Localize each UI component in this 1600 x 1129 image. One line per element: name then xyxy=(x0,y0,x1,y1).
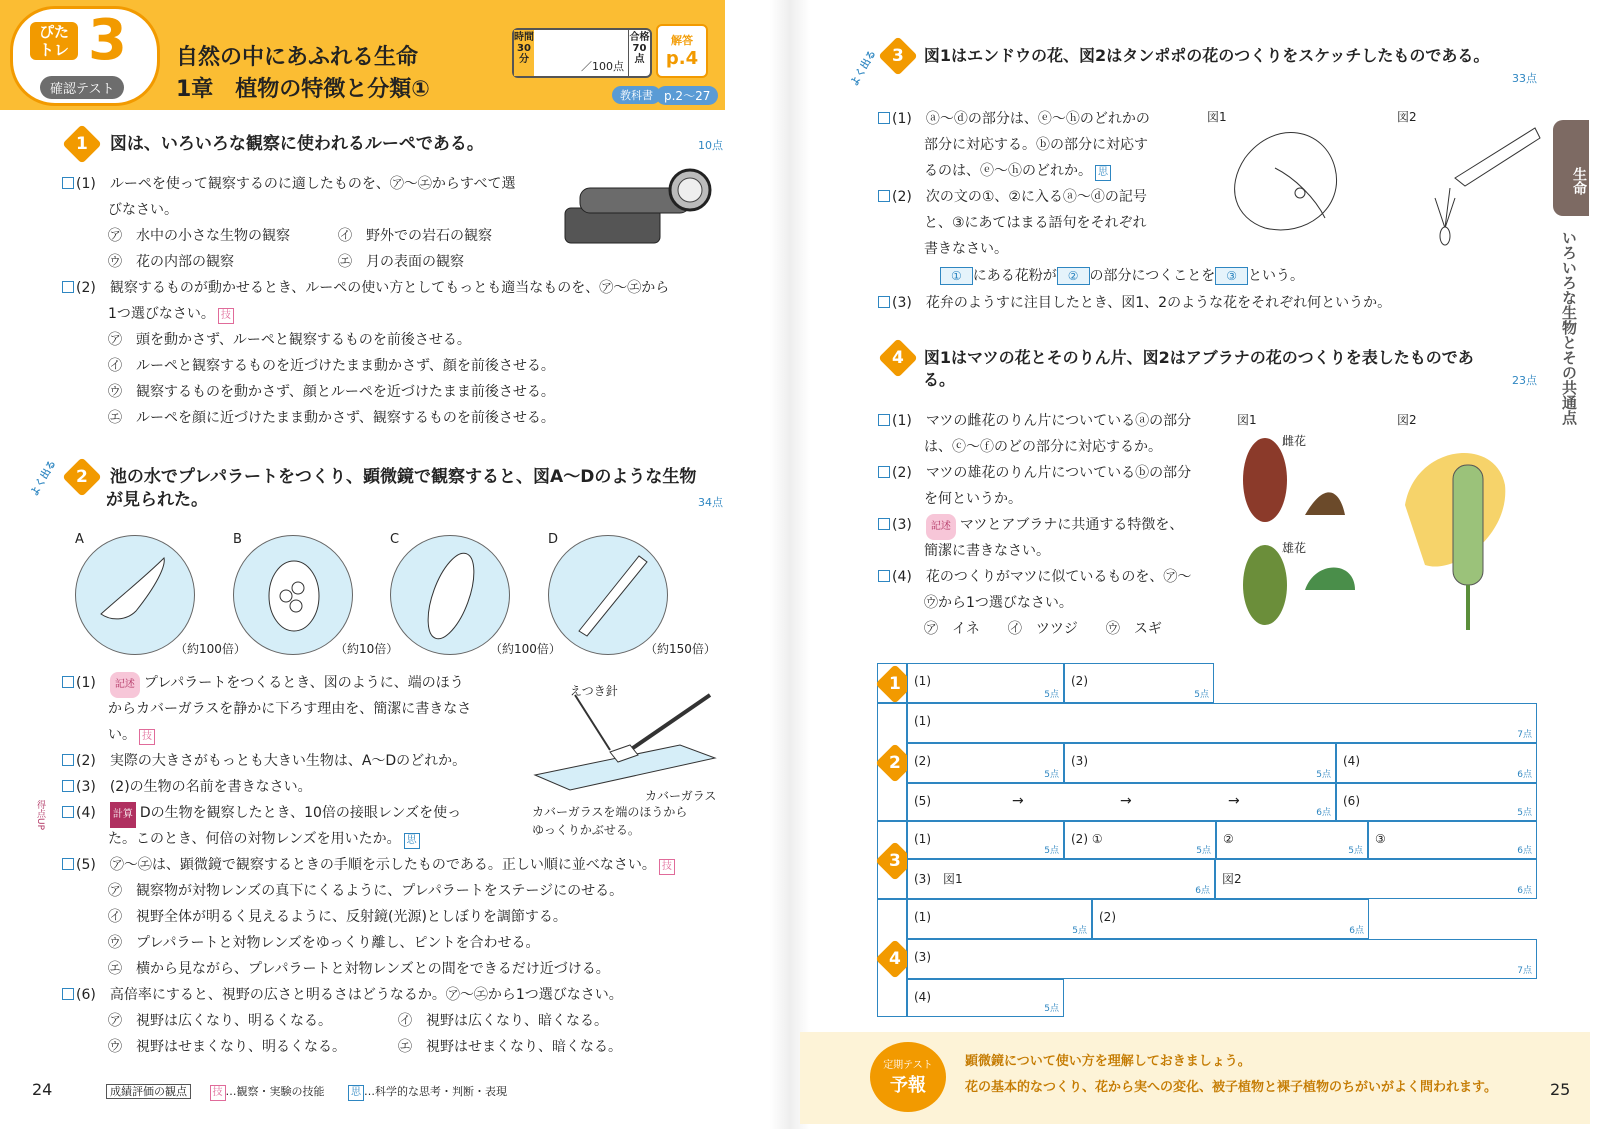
q4-title2: る。 xyxy=(923,370,956,389)
answer-points: 5点 xyxy=(1316,770,1331,780)
q3-fill-sentence: ① にある花粉が ② の部分につくことを ③ という。 xyxy=(940,263,1304,289)
evaluation-legend xyxy=(106,1083,507,1101)
forecast-badge-main: 予報 xyxy=(890,1075,926,1096)
q1-points: 10点 xyxy=(698,139,723,152)
q1-s2-i: ㋑ ルーペと観察するものを近づけたまま動かさず、顔を前後させる。 xyxy=(108,358,555,374)
answer-cell[interactable] xyxy=(907,859,1215,899)
checkbox[interactable] xyxy=(62,780,74,792)
q2-s1-line3: い。 技 xyxy=(108,722,155,748)
q1-s1-line1: (1) ルーペを使って観察するのに適したものを、㋐〜㋓からすべて選 xyxy=(62,171,516,197)
checkbox[interactable] xyxy=(62,988,74,1000)
kijutsu-tag: 記述 xyxy=(110,672,140,698)
answer-label: (3) 図1 xyxy=(914,872,963,886)
q2-s5: (5) ㋐〜㋓は、顕微鏡で観察するときの手順を示したものである。正しい順に並べなさい。 技 xyxy=(62,852,675,878)
fig-d-circle xyxy=(548,535,668,655)
q2-s5-a: ㋐ 観察物が対物レンズの真下にくるように、プレパラートをステージにのせる。 xyxy=(108,883,624,899)
answer-points: 5点 xyxy=(1044,1004,1059,1014)
answer-label: (2) xyxy=(914,754,931,768)
q3-s1-line2: 部分に対応する。ⓑの部分に対応す xyxy=(924,137,1148,153)
q1-s2-line2: 1つ選びなさい。 技 xyxy=(108,301,234,327)
q3-s1-line1: (1) ⓐ〜ⓓの部分は、ⓔ〜ⓗのどれかの xyxy=(878,106,1150,132)
male-flower-label: 雄花 xyxy=(1282,541,1307,555)
q1-s2-e: ㋓ ルーペを顔に近づけたまま動かさず、観察するものを前後させる。 xyxy=(108,410,555,426)
loupe-illustration xyxy=(560,168,720,258)
q1-title: 図は、いろいろな観察に使われるルーペである。 xyxy=(109,134,484,154)
gi-tag: 技 xyxy=(139,729,155,745)
q4-s4-line2: ㋒から1つ選びなさい。 xyxy=(924,595,1073,611)
checkbox[interactable] xyxy=(878,296,890,308)
q1-s1-opt-e: ㋓ 月の表面の観察 xyxy=(338,254,464,270)
answer-cell[interactable] xyxy=(907,939,1537,979)
answer-label: (1) xyxy=(914,674,931,688)
cover-note1: カバーガラスを端のほうから xyxy=(532,805,688,819)
answer-label: (2) ① xyxy=(1071,832,1103,846)
shi-text: …科学的な思考・判断・表現 xyxy=(364,1085,507,1098)
answer-cell[interactable] xyxy=(907,899,1092,939)
answer-cell[interactable] xyxy=(907,743,1064,783)
answer-cell[interactable] xyxy=(1336,743,1537,783)
score-box xyxy=(512,28,652,78)
answer-points: 5点 xyxy=(1044,690,1059,700)
answer-label: (5) xyxy=(914,794,931,808)
time-label: 時間30分 xyxy=(514,30,534,76)
q2-s4-line1: (4) 計算 Dの生物を観察したとき、10倍の接眼レンズを使っ xyxy=(62,800,461,828)
keisan-tag: 計算 xyxy=(110,802,136,828)
q2-points: 34点 xyxy=(698,496,723,509)
q4-s2-line1: (2) マツの雄花のりん片についているⓑの部分 xyxy=(878,460,1191,486)
subject-tab: 生命 xyxy=(1553,120,1589,216)
answer-q2-head xyxy=(877,703,907,821)
q3-s1-line3: るのは、ⓔ〜ⓗのどれか。 思 xyxy=(924,158,1111,184)
q2-title1: 池の水でプレパラートをつくり、顕微鏡で観察すると、図A〜Dのような生物 xyxy=(109,467,697,487)
q4-fig2-label: 図2 xyxy=(1397,413,1417,427)
textbook-label: 教科書 xyxy=(612,86,661,104)
forecast-line1: 顕微鏡について使い方を理解しておきましょう。 xyxy=(965,1054,1251,1069)
checkbox[interactable] xyxy=(878,414,890,426)
checkbox[interactable] xyxy=(878,466,890,478)
answer-label: 解答 xyxy=(671,34,693,47)
answer-q-number: 2 xyxy=(875,743,915,783)
checkbox[interactable] xyxy=(878,112,890,124)
answer-label: (2) xyxy=(1071,674,1088,688)
kijutsu-tag: 記述 xyxy=(926,514,956,540)
fig-a-label: A xyxy=(75,532,84,547)
pita-label: ぴたトレ xyxy=(30,22,78,60)
q2-s6-u: ㋒ 視野はせまくなり、明るくなる。 xyxy=(108,1039,346,1055)
pine-flower-illustration xyxy=(1235,430,1385,630)
fig-b-label: B xyxy=(233,532,242,547)
q4-s4-opts: ㋐ イネ ㋑ ツツジ ㋒ スギ xyxy=(924,621,1162,637)
answer-label: 図2 xyxy=(1222,872,1242,886)
q2-s6-e: ㋓ 視野はせまくなり、暗くなる。 xyxy=(398,1039,622,1055)
q2-s5-e: ㋓ 横から見ながら、プレパラートと対物レンズとの間をできるだけ近づける。 xyxy=(108,961,610,977)
q2-s5-u: ㋒ プレパラートと対物レンズをゆっくり離し、ピントを合わせる。 xyxy=(108,935,540,951)
q2-s1-line1: (1) 記述 プレパラートをつくるとき、図のように、端のほう xyxy=(62,670,464,698)
q2-title2: が見られた。 xyxy=(106,490,208,510)
q3-s2-line3: 書きなさい。 xyxy=(924,241,1008,257)
q2-s6: (6) 高倍率にすると、視野の広さと明るさはどうなるか。㋐〜㋓から1つ選びなさい。 xyxy=(62,982,623,1008)
answer-points: 5点 xyxy=(1194,690,1209,700)
test-header xyxy=(0,0,725,110)
answer-points: 5点 xyxy=(1196,846,1211,856)
checkbox[interactable] xyxy=(62,177,74,189)
q1-number: 1 xyxy=(62,124,102,164)
answer-q-number: 3 xyxy=(875,841,915,881)
answer-cell[interactable] xyxy=(1368,821,1537,859)
order-arrow-icon: → xyxy=(1012,793,1024,809)
q3-fig1-label: 図1 xyxy=(1207,110,1227,124)
forecast-line2: 花の基本的なつくり、花から実への変化、被子植物と裸子植物のちがいがよく問われます。 xyxy=(965,1080,1497,1095)
score-label: ／100点 xyxy=(581,60,624,73)
order-arrow-icon: → xyxy=(1120,793,1132,809)
q1-heading xyxy=(68,130,484,158)
etsuki-label: えつき針 xyxy=(570,684,618,698)
book-gutter xyxy=(770,0,810,1129)
paramecium-icon xyxy=(391,536,511,656)
answer-points: 5点 xyxy=(1044,846,1059,856)
gi-tag: 技 xyxy=(659,859,675,875)
answer-cell[interactable] xyxy=(1092,899,1369,939)
order-arrow-icon: → xyxy=(1228,793,1240,809)
fig-a-circle xyxy=(75,535,195,655)
answer-label: ② xyxy=(1223,832,1234,846)
q1-s1-opt-u: ㋒ 花の内部の観察 xyxy=(108,254,234,270)
answer-cell[interactable] xyxy=(907,663,1064,703)
page-number-left: 24 xyxy=(32,1080,53,1099)
answer-cell[interactable] xyxy=(1216,821,1368,859)
unit-title: 自然の中にあふれる生命 xyxy=(176,45,419,70)
answer-points: 5点 xyxy=(1348,846,1363,856)
q3-title: 図1はエンドウの花、図2はタンポポの花のつくりをスケッチしたものである。 xyxy=(923,46,1490,65)
checkbox[interactable] xyxy=(62,281,74,293)
euglena-icon xyxy=(76,536,196,656)
checkbox[interactable] xyxy=(62,858,74,870)
q2-heading xyxy=(68,463,696,491)
q3-heading xyxy=(884,42,1489,70)
q4-s3-line1: (3) 記述 マツとアブラナに共通する特徴を、 xyxy=(878,512,1183,540)
fig-d-label: D xyxy=(548,532,559,547)
gi-text: …観察・実験の技能 xyxy=(225,1085,325,1098)
answer-points: 5点 xyxy=(1517,808,1532,818)
fig-c-label: C xyxy=(390,532,400,547)
answer-cell[interactable] xyxy=(1215,859,1537,899)
answer-label: (2) xyxy=(1099,910,1116,924)
fig-c-circle xyxy=(390,535,510,655)
checkbox[interactable] xyxy=(62,754,74,766)
q3-s2-line1: (2) 次の文の①、②に入るⓐ〜ⓓの記号 xyxy=(878,184,1147,210)
answer-points: 6点 xyxy=(1517,846,1532,856)
q4-s1-line2: は、ⓒ〜ⓕのどの部分に対応するか。 xyxy=(924,439,1162,455)
unit-side-text: いろいろな生物とその共通点 xyxy=(1560,230,1578,425)
q3-number: 3 xyxy=(878,36,918,76)
q4-title1: 図1はマツの花とそのりん片、図2はアブラナの花のつくりを表したものであ xyxy=(923,348,1474,367)
cover-label: カバーガラス xyxy=(645,789,717,803)
answer-label: (3) xyxy=(914,950,931,964)
q1-s2-line1: (2) 観察するものが動かせるとき、ルーペの使い方としてもっとも適当なものを、㋐〜㋓から xyxy=(62,275,669,301)
answer-cell[interactable] xyxy=(907,703,1537,743)
answer-points: 6点 xyxy=(1517,770,1532,780)
answer-label: (1) xyxy=(914,832,931,846)
answer-label: (3) xyxy=(1071,754,1088,768)
blank-3[interactable]: ③ xyxy=(1215,267,1248,285)
q2-s6-i: ㋑ 視野は広くなり、暗くなる。 xyxy=(398,1013,608,1029)
diatom-icon xyxy=(549,536,669,656)
q4-s4-line1: (4) 花のつくりがマツに似ているものを、㋐〜 xyxy=(878,564,1191,590)
blank-1[interactable]: ① xyxy=(940,267,973,285)
legend-box: 成績評価の観点 xyxy=(106,1084,191,1099)
fig-b-circle xyxy=(233,535,353,655)
q2-s2: (2) 実際の大きさがもっとも大きい生物は、A〜Dのどれか。 xyxy=(62,748,466,774)
answer-points: 5点 xyxy=(1072,926,1087,936)
answer-q-number: 4 xyxy=(875,939,915,979)
q2-s5-i: ㋑ 視野全体が明るく見えるように、反射鏡(光源)としぼりを調節する。 xyxy=(108,909,567,925)
checkbox[interactable] xyxy=(878,570,890,582)
chapter-title: 1章 植物の特徴と分類① xyxy=(176,77,430,102)
yokuderu-badge: よく出る xyxy=(848,48,879,89)
answer-ref xyxy=(656,24,708,78)
q4-s3-line2: 簡潔に書きなさい。 xyxy=(924,543,1050,559)
answer-page: p.4 xyxy=(665,48,699,69)
answer-q4-head xyxy=(877,899,907,1017)
answer-label: (4) xyxy=(1343,754,1360,768)
fig-b-mag: （約10倍） xyxy=(335,642,399,656)
shi-tag: 思 xyxy=(404,833,420,849)
forecast-badge xyxy=(870,1042,946,1112)
cover-note2: ゆっくりかぶせる。 xyxy=(532,823,640,837)
answer-label: (1) xyxy=(914,714,931,728)
q2-s6-a: ㋐ 視野は広くなり、明るくなる。 xyxy=(108,1013,332,1029)
q2-s3: (3) (2)の生物の名前を書きなさい。 xyxy=(62,774,312,800)
answer-q3-head xyxy=(877,821,907,899)
kakunin-label: 確認テスト xyxy=(40,76,124,99)
answer-points: 6点 xyxy=(1316,808,1331,818)
answer-points: 7点 xyxy=(1517,730,1532,740)
gi-tag: 技 xyxy=(218,308,234,324)
yokuderu-badge: よく出る xyxy=(28,458,59,499)
answer-points: 6点 xyxy=(1195,886,1210,896)
gi-tag: 技 xyxy=(210,1085,226,1101)
fig-d-mag: （約150倍） xyxy=(645,642,716,656)
checkbox[interactable] xyxy=(62,676,74,688)
q2-s4-line2: た。このとき、何倍の対物レンズを用いたか。 思 xyxy=(108,826,420,852)
dandelion-flower-sketch xyxy=(1395,118,1555,258)
q2-number: 2 xyxy=(62,457,102,497)
q4-s2-line2: を何というか。 xyxy=(924,491,1022,507)
q2-s1-line2: からカバーガラスを静かに下ろす理由を、簡潔に書きなさ xyxy=(108,701,472,717)
female-flower-label: 雌花 xyxy=(1282,434,1307,448)
answer-cell[interactable] xyxy=(907,821,1064,859)
answer-label: (4) xyxy=(914,990,931,1004)
checkbox[interactable] xyxy=(62,806,74,818)
q3-fig2-label: 図2 xyxy=(1397,110,1417,124)
answer-label: (6) xyxy=(1343,794,1360,808)
test-forecast xyxy=(800,1032,1590,1124)
blank-2[interactable]: ② xyxy=(1057,267,1090,285)
tokuten-up: 得点UP xyxy=(35,800,45,831)
q1-s1-line2: びなさい。 xyxy=(108,202,178,218)
answer-points: 6点 xyxy=(1517,886,1532,896)
answer-label: (1) xyxy=(914,910,931,924)
answer-points: 6点 xyxy=(1349,926,1364,936)
answer-label: ③ xyxy=(1375,832,1386,846)
q3-s3: (3) 花弁のようすに注目したとき、図1、2のような花をそれぞれ何というか。 xyxy=(878,290,1391,316)
forecast-badge-top: 定期テスト xyxy=(883,1060,933,1071)
answer-q1-head xyxy=(877,663,907,703)
checkbox[interactable] xyxy=(878,190,890,202)
answer-cell[interactable] xyxy=(1064,743,1336,783)
q1-s1-opt-i: ㋑ 野外での岩石の観察 xyxy=(338,228,492,244)
answer-cell[interactable] xyxy=(1336,783,1537,821)
q1-s2-u: ㋒ 観察するものを動かさず、顔とルーペを近づけたまま前後させる。 xyxy=(108,384,555,400)
fig-a-mag: （約100倍） xyxy=(175,642,246,656)
shi-tag: 思 xyxy=(348,1085,364,1101)
q3-s2-line2: と、③にあてはまる語句をそれぞれ xyxy=(924,215,1147,231)
q1-s1-opt-a: ㋐ 水中の小さな生物の観察 xyxy=(108,228,290,244)
pea-flower-sketch xyxy=(1205,118,1385,248)
q4-fig1-label: 図1 xyxy=(1237,413,1257,427)
shi-tag: 思 xyxy=(1095,165,1111,181)
q1-s2-a: ㋐ 頭を動かさず、ルーペと観察するものを前後させる。 xyxy=(108,332,471,348)
answer-points: 7点 xyxy=(1517,966,1532,976)
answer-cell[interactable] xyxy=(907,979,1064,1017)
water-flea-icon xyxy=(234,536,354,656)
q4-heading xyxy=(884,344,1474,372)
answer-q-number: 1 xyxy=(875,664,915,704)
rapeseed-flower-illustration xyxy=(1395,425,1545,635)
answer-cell[interactable] xyxy=(1064,663,1214,703)
page-number-right: 25 xyxy=(1550,1080,1571,1099)
q4-number: 4 xyxy=(878,338,918,378)
level-number: 3 xyxy=(88,8,127,73)
fig-c-mag: （約100倍） xyxy=(490,642,561,656)
answer-cell[interactable] xyxy=(1064,821,1216,859)
q4-s1-line1: (1) マツの雌花のりん片についているⓐの部分 xyxy=(878,408,1191,434)
answer-points: 5点 xyxy=(1044,770,1059,780)
checkbox[interactable] xyxy=(878,518,890,530)
pass-label: 合格70点 xyxy=(628,30,650,76)
textbook-range: p.2〜27 xyxy=(656,86,718,105)
q3-points: 33点 xyxy=(1512,72,1537,85)
q4-points: 23点 xyxy=(1512,374,1537,387)
